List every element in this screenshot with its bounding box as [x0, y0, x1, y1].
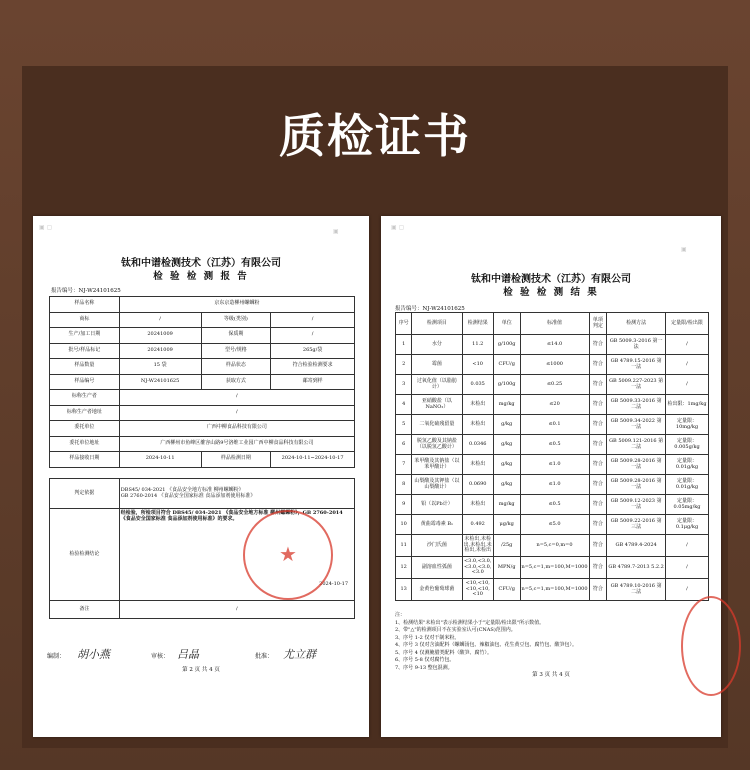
- info-value: /: [271, 328, 355, 344]
- table-cell: 副溶血性弧菌: [412, 557, 462, 579]
- editor-label: 编制：: [47, 653, 66, 660]
- table-cell: 定量限：0.01g/kg: [666, 455, 709, 475]
- table-cell: 霉菌: [412, 355, 462, 375]
- table-cell: GB 5009.33-2016 第二法: [607, 395, 666, 415]
- table-cell: g/100g: [493, 375, 520, 395]
- conclusion-text: 经检验，所检项目符合 DBS45/ 034-2021 《食品安全地方标准 柳州螺蛳粉》，GB 2760-2014 《食品安全国家标准 食品添加剂使用标准》的要求。: [120, 510, 343, 522]
- watermark-icon: ▣ ▢: [39, 224, 53, 231]
- table-cell: n=5,c=1,m=100,M=1000: [520, 557, 589, 579]
- table-cell: 0.0690: [462, 475, 493, 495]
- results-table: [395, 312, 709, 601]
- table-cell: 过氧化值（以脂肪计）: [412, 375, 462, 395]
- table-cell: 符合: [589, 557, 607, 579]
- info-label: 委托单位: [50, 421, 120, 437]
- column-header: 标准值: [520, 313, 589, 335]
- note-line: 4、序号 3 仅对含油配料（螺蛳汤包、辣椒油包、花生黄豆包、腐竹包、酸笋包）。: [395, 642, 578, 648]
- official-seal-icon: ★: [243, 510, 333, 600]
- column-header: 单项判定: [589, 313, 607, 335]
- column-header: 检测结果: [462, 313, 493, 335]
- table-cell: 定量限：0.1μg/kg: [666, 515, 709, 535]
- table-cell: 符合: [589, 395, 607, 415]
- table-row: [396, 557, 709, 579]
- table-cell: 7: [396, 455, 412, 475]
- reviewer-signature: 吕晶: [177, 648, 199, 661]
- notes: [395, 612, 705, 672]
- table-cell: 符合: [589, 515, 607, 535]
- info-value: 20241009: [119, 328, 201, 344]
- info-value: /: [119, 390, 354, 406]
- info-row: [50, 328, 355, 344]
- table-cell: 苯甲酸及其钠盐（以苯甲酸计）: [412, 455, 462, 475]
- table-cell: 亚硝酸盐（以 NaNO₂）: [412, 395, 462, 415]
- table-cell: g/100g: [493, 335, 520, 355]
- table-cell: ≤1000: [520, 355, 589, 375]
- table-cell: /25g: [493, 535, 520, 557]
- table-cell: 10: [396, 515, 412, 535]
- table-cell: ≤5.0: [520, 515, 589, 535]
- table-cell: g/kg: [493, 435, 520, 455]
- info-label: 获取方式: [201, 374, 271, 390]
- table-cell: μg/kg: [493, 515, 520, 535]
- table-cell: GB 4789.4-2024: [607, 535, 666, 557]
- info-label: 生产/加工日期: [50, 328, 120, 344]
- table-cell: 4: [396, 395, 412, 415]
- table-cell: ≤0.1: [520, 415, 589, 435]
- table-cell: 3: [396, 375, 412, 395]
- info-row: [50, 390, 355, 406]
- info-label: 型号/规格: [201, 343, 271, 359]
- table-cell: GB 4789.10-2016 第二法: [607, 579, 666, 601]
- table-cell: GB 5009.28-2016 第一法: [607, 475, 666, 495]
- table-cell: ≤1.0: [520, 475, 589, 495]
- note-line: 3、序号 1-2 仅对干制米粉。: [395, 634, 460, 641]
- table-cell: 0.0346: [462, 435, 493, 455]
- table-row: [396, 375, 709, 395]
- table-cell: /: [666, 355, 709, 375]
- table-cell: 符合: [589, 415, 607, 435]
- table-cell: 符合: [589, 475, 607, 495]
- table-cell: g/kg: [493, 415, 520, 435]
- info-value: 京东京造柳州螺蛳粉: [119, 297, 354, 313]
- basis-text: DBS45/ 034-2021 《食品安全地方标准 柳州螺蛳粉》 GB 2760-2014 《食品安全国家标准 食品添加剂使用标准》: [119, 479, 354, 509]
- info-label: 样品接收日期: [50, 452, 120, 468]
- table-cell: 符合: [589, 435, 607, 455]
- remark-label: 备注: [50, 601, 120, 619]
- table-cell: 二氧化硫残留量: [412, 415, 462, 435]
- table-cell: /: [666, 335, 709, 355]
- table-cell: 符合: [589, 335, 607, 355]
- table-cell: GB 4789.7-2013 5.2.2: [607, 557, 666, 579]
- table-cell: 山梨酸及其钾盐（以山梨酸计）: [412, 475, 462, 495]
- watermark-icon: ▣: [333, 228, 339, 235]
- table-cell: 11: [396, 535, 412, 557]
- table-cell: 未检出: [462, 455, 493, 475]
- table-cell: 6: [396, 435, 412, 455]
- info-row: [50, 452, 355, 468]
- table-cell: 0.492: [462, 515, 493, 535]
- table-cell: GB 5009.3-2016 第一法: [607, 335, 666, 355]
- info-value: 广西柳州市鱼峰区雒容山路9号洛维工业园广西中柳食品科技有限公司: [119, 436, 354, 452]
- note-line: 2、带"△"的检测项目不在实验室认可(CNAS)范围内。: [395, 627, 516, 633]
- info-value: NJ-W24101625: [119, 374, 201, 390]
- table-cell: mg/kg: [493, 395, 520, 415]
- inspection-report-page: [33, 216, 369, 737]
- table-cell: 9: [396, 495, 412, 515]
- info-label: 标称生产者地址: [50, 405, 120, 421]
- info-label: 商标: [50, 312, 120, 328]
- results-subtitle: 检 验 检 测 结 果: [503, 287, 599, 298]
- table-cell: 未检出: [462, 495, 493, 515]
- table-cell: 11.2: [462, 335, 493, 355]
- table-cell: 未检出: [462, 415, 493, 435]
- info-value: 2024-10-11~2024-10-17: [271, 452, 355, 468]
- table-row: [396, 495, 709, 515]
- table-cell: <10: [462, 355, 493, 375]
- remark-value: /: [119, 601, 354, 619]
- report-number: 报告编号：NJ-W24101625: [51, 288, 121, 294]
- column-header: 检测方法: [607, 313, 666, 335]
- info-label: 委托单位地址: [50, 436, 120, 452]
- column-header: 检测项目: [412, 313, 462, 335]
- inspection-results-page: [381, 216, 721, 737]
- table-cell: 符合: [589, 495, 607, 515]
- column-header: 序号: [396, 313, 412, 335]
- table-row: [396, 535, 709, 557]
- table-cell: 5: [396, 415, 412, 435]
- table-cell: CFU/g: [493, 355, 520, 375]
- table-cell: n=5,c=0,m=0: [520, 535, 589, 557]
- table-cell: 定量限：0.05mg/kg: [666, 495, 709, 515]
- table-row: [396, 435, 709, 455]
- table-cell: /: [666, 535, 709, 557]
- info-label: 样品编号: [50, 374, 120, 390]
- table-cell: 符合: [589, 375, 607, 395]
- table-cell: ≤0.25: [520, 375, 589, 395]
- table-cell: ≤14.0: [520, 335, 589, 355]
- reviewer-label: 审核：: [151, 653, 170, 660]
- column-header: 定量限/检出限: [666, 313, 709, 335]
- approver-label: 批准：: [255, 653, 274, 660]
- table-cell: ≤0.5: [520, 495, 589, 515]
- table-row: [396, 335, 709, 355]
- info-value: 265g/袋: [271, 343, 355, 359]
- table-cell: 12: [396, 557, 412, 579]
- table-cell: ≤20: [520, 395, 589, 415]
- info-value: /: [119, 405, 354, 421]
- info-row: [50, 359, 355, 375]
- table-cell: g/kg: [493, 455, 520, 475]
- table-cell: GB 5009.121-2016 第二法: [607, 435, 666, 455]
- table-cell: GB 5009.12-2023 第一法: [607, 495, 666, 515]
- table-cell: GB 5009.22-2016 第三法: [607, 515, 666, 535]
- table-cell: mg/kg: [493, 495, 520, 515]
- table-cell: GB 5009.227-2023 第一法: [607, 375, 666, 395]
- table-cell: 金黄色葡萄球菌: [412, 579, 462, 601]
- table-cell: 符合: [589, 535, 607, 557]
- table-cell: 铅（以Pb计）: [412, 495, 462, 515]
- company-name: 钛和中谱检测技术（江苏）有限公司: [471, 274, 631, 285]
- note-line: 7、序号 9-13 整包混测。: [395, 664, 453, 671]
- info-row: [50, 421, 355, 437]
- table-cell: <10,<10,<10,<10,<10: [462, 579, 493, 601]
- table-cell: 定量限：0.005g/kg: [666, 435, 709, 455]
- table-row: [396, 415, 709, 435]
- official-seal-icon: [681, 596, 741, 696]
- info-label: 批号/样品标记: [50, 343, 120, 359]
- table-cell: 脱氢乙酸及其钠盐（以脱氢乙酸计）: [412, 435, 462, 455]
- conclusion-label: 检验检测结论: [50, 509, 120, 601]
- table-cell: 13: [396, 579, 412, 601]
- table-cell: g/kg: [493, 475, 520, 495]
- table-cell: 定量限：10mg/kg: [666, 415, 709, 435]
- column-header: 单位: [493, 313, 520, 335]
- table-cell: MPN/g: [493, 557, 520, 579]
- table-row: [396, 395, 709, 415]
- table-row: [396, 579, 709, 601]
- table-row: [396, 455, 709, 475]
- info-label: 保质期: [201, 328, 271, 344]
- page-number: 第 2 页 共 4 页: [182, 667, 220, 673]
- table-cell: CFU/g: [493, 579, 520, 601]
- basis-label: 判定依据: [50, 479, 120, 509]
- table-cell: 未检出: [462, 395, 493, 415]
- info-value: 邮寄到样: [271, 374, 355, 390]
- info-label: 标称生产者: [50, 390, 120, 406]
- table-cell: 定量限：0.01g/kg: [666, 475, 709, 495]
- table-cell: GB 4789.15-2016 第一法: [607, 355, 666, 375]
- watermark-icon: ▣ ▢: [391, 224, 405, 231]
- info-value: 20241009: [119, 343, 201, 359]
- editor-signature: 胡小燕: [77, 648, 110, 661]
- table-cell: 0.035: [462, 375, 493, 395]
- report-number: 报告编号：NJ-W24101625: [395, 306, 465, 312]
- info-label: 样品名称: [50, 297, 120, 313]
- table-cell: 未检出,未检出,未检出,未检出,未检出: [462, 535, 493, 557]
- note-line: 注：: [395, 612, 406, 618]
- table-row: [396, 515, 709, 535]
- table-cell: 检出限：1mg/kg: [666, 395, 709, 415]
- table-cell: 水分: [412, 335, 462, 355]
- info-row: [50, 297, 355, 313]
- table-cell: GB 5009.34-2022 第一法: [607, 415, 666, 435]
- info-label: 样品数量: [50, 359, 120, 375]
- info-value: /: [271, 312, 355, 328]
- info-row: [50, 374, 355, 390]
- table-cell: 1: [396, 335, 412, 355]
- info-value: 15 袋: [119, 359, 201, 375]
- conclusion-date: 2024-10-17: [319, 581, 348, 588]
- info-row: [50, 343, 355, 359]
- info-row: [50, 436, 355, 452]
- info-value: /: [119, 312, 201, 328]
- table-cell: /: [666, 557, 709, 579]
- company-name: 钛和中谱检测技术（江苏）有限公司: [121, 258, 281, 269]
- info-value: 广西中柳食品科技有限公司: [119, 421, 354, 437]
- table-cell: /: [666, 375, 709, 395]
- note-line: 5、序号 4 仅测腌腊类配料（酸笋、腐竹）。: [395, 649, 493, 656]
- info-value: 2024-10-11: [119, 452, 201, 468]
- note-line: 1、检测结果"未检出"表示检测结果小于"定量限/检出限"所示数值。: [395, 619, 545, 626]
- table-cell: 符合: [589, 355, 607, 375]
- page-title: 质检证书: [279, 109, 471, 163]
- report-info-table: [49, 296, 355, 468]
- table-cell: n=5,c=1,m=100,M=1000: [520, 579, 589, 601]
- table-cell: 8: [396, 475, 412, 495]
- table-cell: GB 5009.28-2016 第一法: [607, 455, 666, 475]
- note-line: 6、序号 5-8 仅对腐竹包。: [395, 657, 455, 663]
- watermark-icon: ▣: [681, 246, 687, 253]
- info-label: 等级(类别): [201, 312, 271, 328]
- table-row: [396, 475, 709, 495]
- table-cell: 2: [396, 355, 412, 375]
- table-cell: 沙门氏菌: [412, 535, 462, 557]
- report-subtitle: 检 验 检 测 报 告: [153, 271, 249, 282]
- info-row: [50, 405, 355, 421]
- table-cell: ≤0.5: [520, 435, 589, 455]
- approver-signature: 尤立群: [283, 648, 316, 661]
- info-value: 符合检验检测要求: [271, 359, 355, 375]
- table-cell: 黄曲霉毒素 B₁: [412, 515, 462, 535]
- table-cell: /: [666, 579, 709, 601]
- page-number: 第 3 页 共 4 页: [532, 672, 570, 678]
- info-row: [50, 312, 355, 328]
- table-cell: ≤1.0: [520, 455, 589, 475]
- info-label: 样品状态: [201, 359, 271, 375]
- table-cell: <3.0,<3.0,<3.0,<3.0,<3.0: [462, 557, 493, 579]
- table-row: [396, 355, 709, 375]
- table-cell: 符合: [589, 455, 607, 475]
- info-label: 样品检测日期: [201, 452, 271, 468]
- table-cell: 符合: [589, 579, 607, 601]
